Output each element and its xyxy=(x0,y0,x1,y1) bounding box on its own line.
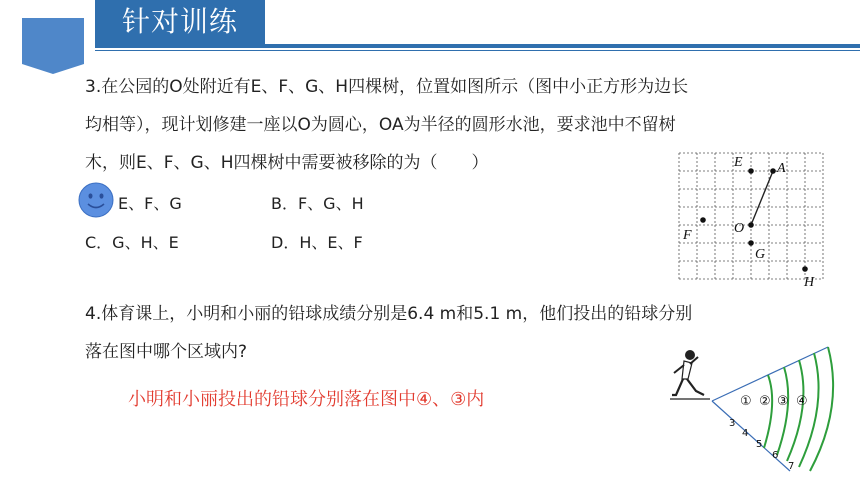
label-o: O xyxy=(734,221,745,236)
point-f xyxy=(700,217,706,223)
region-label-4: ④ xyxy=(796,394,808,409)
point-h xyxy=(802,266,808,272)
option-c[interactable]: C．G、H、E xyxy=(85,233,179,252)
label-a: A xyxy=(777,161,786,176)
page-title: 针对训练 xyxy=(95,0,265,44)
smiley-face-icon xyxy=(78,182,114,218)
grid-figure xyxy=(676,150,826,290)
label-h: H xyxy=(804,275,815,290)
label-e: E xyxy=(734,155,743,170)
q3-line-2: 均相等），现计划修建一座以O为圆心，OA为半径的圆形水池，要求池中不留树 xyxy=(85,115,676,135)
region-label-2: ② xyxy=(759,394,771,409)
q4-line-1: 4.体育课上，小明和小丽的铅球成绩分别是6.4 m和5.1 m，他们投出的铅球分别 xyxy=(85,304,693,324)
point-g xyxy=(748,240,754,246)
tick-label-5: 5 xyxy=(756,439,763,450)
q4-answer: 小明和小丽投出的铅球分别落在图中④、③内 xyxy=(128,389,485,410)
point-o xyxy=(748,222,754,228)
tick-label-6: 6 xyxy=(772,450,779,461)
label-f: F xyxy=(683,228,692,243)
tick-label-3: 3 xyxy=(729,418,736,429)
label-g: G xyxy=(755,247,766,262)
q3-line-3: 木，则E、F、G、H四棵树中需要被移除的为（ ） xyxy=(85,153,489,173)
tick-label-7: 7 xyxy=(788,461,795,472)
shot-put-figure xyxy=(668,345,848,473)
title-underline xyxy=(95,44,860,48)
section-badge-tip xyxy=(22,64,84,74)
region-label-1: ① xyxy=(740,394,752,409)
option-b[interactable]: B．F、G、H xyxy=(271,194,364,213)
point-e xyxy=(748,168,754,174)
option-d[interactable]: D．H、E、F xyxy=(271,233,363,252)
option-a[interactable]: E、F、G xyxy=(118,194,182,213)
region-label-3: ③ xyxy=(777,394,789,409)
q3-line-1: 3.在公园的O处附近有E、F、G、H四棵树，位置如图所示（图中小正方形为边长 xyxy=(85,77,689,97)
tick-label-4: 4 xyxy=(742,428,749,439)
segment-oa xyxy=(751,171,773,225)
point-a xyxy=(770,168,776,174)
thrower-icon xyxy=(670,350,710,399)
title-underline-thin xyxy=(95,50,860,51)
q4-line-2: 落在图中哪个区域内? xyxy=(85,342,248,362)
section-badge xyxy=(22,18,84,64)
